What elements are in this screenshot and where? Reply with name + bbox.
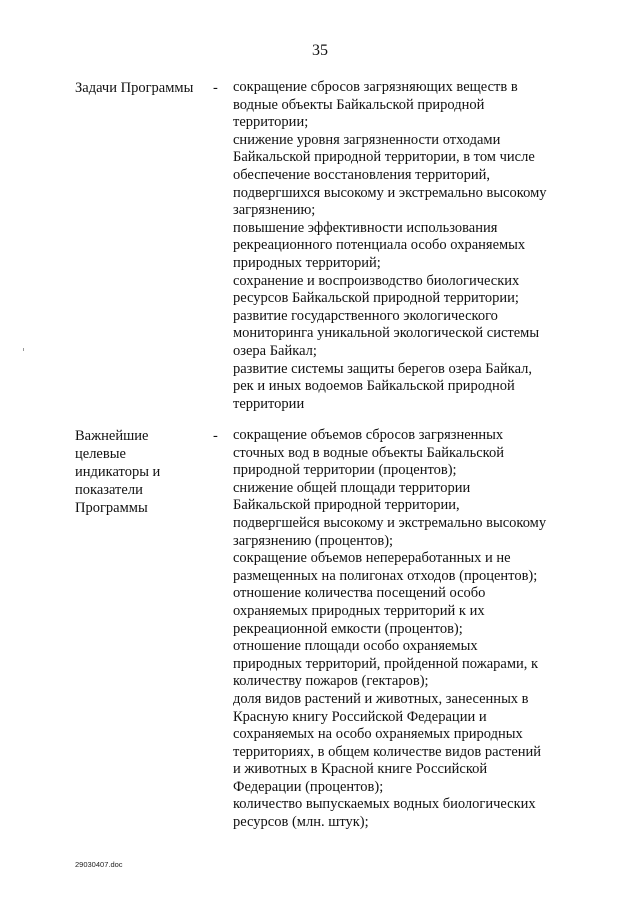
content-line: территории; [233, 114, 309, 131]
section-content [233, 79, 603, 413]
section-label [75, 79, 205, 97]
content-line: ресурсов Байкальской природной территории; [233, 290, 519, 307]
content-line: сохранение и воспроизводство биологических [233, 272, 520, 289]
label-line: целевые [75, 446, 126, 462]
content-line: снижение общей площади территории [233, 479, 471, 496]
content-line: отношение площади особо охраняемых [233, 638, 478, 655]
section-label [75, 427, 205, 517]
content-line: Федерации (процентов); [233, 778, 384, 795]
content-line: озера Байкал; [233, 342, 317, 359]
content-line: мониторинга уникальной экологической системы [233, 325, 540, 342]
label-line: показатели [75, 482, 143, 498]
label-line: индикаторы и [75, 464, 161, 480]
label-line: Важнейшие [75, 428, 149, 444]
content-line: территориях, в общем количестве видов растений [233, 743, 542, 760]
content-line: рек и иных водоемов Байкальской природной [233, 378, 515, 395]
document-filename: 29030407.doc [75, 860, 123, 869]
content-line: Байкальской природной территории, в том числе [233, 149, 535, 166]
content-line: рекреационной емкости (процентов); [233, 620, 463, 637]
content-line: природной территории (процентов); [233, 462, 457, 479]
content-line: территории [233, 395, 305, 412]
label-line: Программы [75, 500, 148, 516]
section-content [233, 427, 603, 832]
content-line: сохраняемых на особо охраняемых природных [233, 726, 523, 743]
content-line: подвергшейся высокому и экстремально высокому [233, 514, 547, 531]
content-line: Красную книгу Российской Федерации и [233, 708, 487, 725]
content-line: загрязнению (процентов); [233, 532, 394, 549]
content-line: сточных вод в водные объекты Байкальской [233, 444, 504, 461]
content-line: обеспечение восстановления территорий, [233, 166, 490, 183]
content-line: водные объекты Байкальской природной [233, 96, 485, 113]
content-line: сокращение сбросов загрязняющих веществ в [233, 79, 518, 95]
content-line: ресурсов (млн. штук); [233, 814, 369, 831]
content-line: отношение количества посещений особо [233, 585, 486, 602]
content-line: доля видов растений и животных, занесенных в [233, 690, 529, 707]
content-line: развитие системы защиты берегов озера Байкал, [233, 360, 533, 377]
dash-separator: - [213, 428, 218, 444]
dash-separator: - [213, 80, 218, 96]
content-line: сокращение объемов непереработанных и не [233, 550, 511, 567]
content-line: природных территорий, пройденной пожарами, к [233, 655, 539, 672]
content-line: размещенных на полигонах отходов (процентов); [233, 567, 538, 584]
content-line: рекреационного потенциала особо охраняемых [233, 237, 526, 254]
content-line: количество выпускаемых водных биологических [233, 796, 536, 813]
page-number: 35 [312, 42, 328, 59]
content-line: Байкальской природной территории, [233, 497, 460, 514]
label-line: Задачи Программы [75, 80, 194, 96]
content-line: развитие государственного экологического [233, 307, 498, 324]
margin-mark [23, 348, 24, 351]
content-line: сокращение объемов сбросов загрязненных [233, 427, 504, 443]
content-line: загрязнению; [233, 202, 316, 219]
content-line: подвергшихся высокому и экстремально высокому [233, 184, 547, 201]
content-line: природных территорий; [233, 254, 381, 271]
content-line: охраняемых природных территорий к их [233, 602, 485, 619]
content-line: снижение уровня загрязненности отходами [233, 131, 501, 148]
content-line: количеству пожаров (гектаров); [233, 673, 429, 690]
content-line: повышение эффективности использования [233, 219, 498, 236]
content-line: и животных в Красной книге Российской [233, 761, 488, 778]
